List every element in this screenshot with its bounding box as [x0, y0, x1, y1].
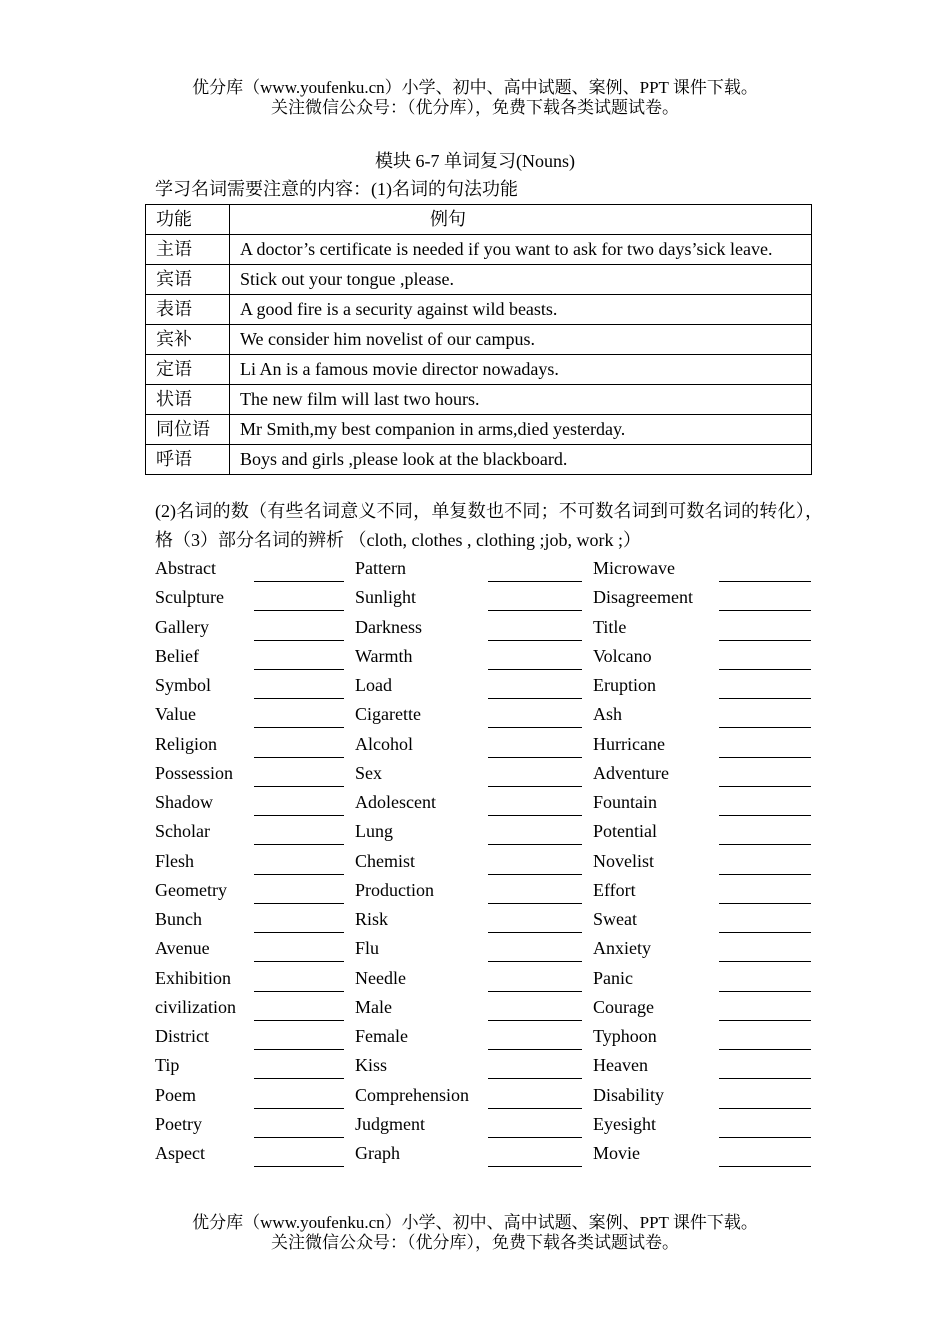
vocab-word: Volcano [593, 645, 652, 666]
vocab-word: Eyesight [593, 1113, 656, 1134]
word-row [0, 732, 950, 761]
header-example: 例句 [230, 205, 812, 235]
vocab-word: Avenue [155, 938, 210, 959]
vocab-word: Ash [593, 704, 623, 725]
function-cell: 主语 [146, 235, 230, 265]
vocab-word: Alcohol [355, 733, 413, 754]
answer-blank[interactable] [719, 1108, 811, 1109]
answer-blank[interactable] [719, 669, 811, 670]
answer-blank[interactable] [719, 1078, 811, 1079]
table-row [146, 235, 812, 265]
vocab-word: Title [593, 616, 627, 637]
vocab-word: Hurricane [593, 733, 665, 754]
answer-blank[interactable] [254, 1020, 344, 1021]
answer-blank[interactable] [254, 1049, 344, 1050]
answer-blank[interactable] [254, 991, 344, 992]
answer-blank[interactable] [719, 874, 811, 875]
vocab-word: Lung [355, 821, 393, 842]
answer-blank[interactable] [488, 640, 582, 641]
vocab-word: Fountain [593, 792, 658, 812]
answer-blank[interactable] [254, 932, 344, 933]
answer-blank[interactable] [254, 815, 344, 816]
example-cell: We consider him novelist of our campus. [230, 325, 812, 355]
answer-blank[interactable] [719, 698, 811, 699]
answer-blank[interactable] [254, 610, 344, 611]
header-line-2: 关注微信公众号：（优分库），免费下载各类试题试卷。 [271, 98, 679, 117]
word-row [0, 819, 950, 848]
answer-blank[interactable] [488, 1137, 582, 1138]
vocab-word: Judgment [355, 1113, 425, 1134]
vocab-word: Geometry [155, 879, 227, 900]
header-function: 功能 [146, 205, 230, 235]
answer-blank[interactable] [488, 932, 582, 933]
vocab-word: Load [355, 675, 392, 695]
vocab-word: Sunlight [355, 587, 417, 608]
answer-blank[interactable] [254, 581, 344, 582]
vocab-word: Poem [155, 1084, 197, 1105]
answer-blank[interactable] [488, 1166, 582, 1167]
answer-blank[interactable] [488, 991, 582, 992]
vocab-word: Risk [355, 909, 389, 929]
answer-blank[interactable] [488, 1049, 582, 1050]
vocab-word: Sculpture [155, 587, 224, 608]
word-row [0, 1053, 950, 1082]
answer-blank[interactable] [719, 815, 811, 816]
vocab-word: Cigarette [355, 704, 421, 725]
vocab-word: Adventure [593, 762, 669, 783]
answer-blank[interactable] [488, 698, 582, 699]
example-cell: A doctor’s certificate is needed if you want to ask for two days’sick leave. [230, 235, 812, 265]
example-cell: The new film will last two hours. [230, 385, 812, 415]
example-cell: Boys and girls ,please look at the blackboard. [230, 445, 812, 475]
vocab-word: Value [155, 704, 196, 725]
footer-line-2: 关注微信公众号：（优分库），免费下载各类试题试卷。 [271, 1233, 679, 1252]
word-row [0, 1141, 950, 1170]
table-row [146, 385, 812, 415]
vocab-word: Effort [593, 879, 636, 900]
answer-blank[interactable] [488, 581, 582, 582]
answer-blank[interactable] [719, 932, 811, 933]
answer-blank[interactable] [254, 727, 344, 728]
example-cell: Stick out your tongue ,please. [230, 265, 812, 295]
header-line-1: 优分库（www.youfenku.cn）小学、初中、高中试题、案例、PPT 课件下载。 [192, 78, 758, 97]
answer-blank[interactable] [254, 1166, 344, 1167]
answer-blank[interactable] [254, 1108, 344, 1109]
example-cell: Mr Smith,my best companion in arms,died yesterday. [230, 415, 812, 445]
vocab-word: Darkness [355, 616, 422, 637]
footer-line-1: 优分库（www.youfenku.cn）小学、初中、高中试题、案例、PPT 课件下载。 [192, 1213, 758, 1232]
vocab-word: Typhoon [593, 1026, 657, 1046]
table-row [146, 355, 812, 385]
word-row [0, 673, 950, 702]
vocab-word: Production [355, 879, 434, 900]
vocab-word: Courage [593, 996, 654, 1017]
answer-blank[interactable] [488, 1078, 582, 1079]
answer-blank[interactable] [488, 961, 582, 962]
answer-blank[interactable] [719, 903, 811, 904]
answer-blank[interactable] [719, 844, 811, 845]
answer-blank[interactable] [719, 640, 811, 641]
answer-blank[interactable] [254, 698, 344, 699]
word-row [0, 615, 950, 644]
syntax-function-table [145, 204, 812, 475]
answer-blank[interactable] [254, 874, 344, 875]
answer-blank[interactable] [254, 961, 344, 962]
vocab-word: Aspect [155, 1143, 205, 1163]
vocab-word: Microwave [593, 558, 675, 578]
answer-blank[interactable] [719, 786, 811, 787]
answer-blank[interactable] [254, 903, 344, 904]
function-cell: 表语 [146, 295, 230, 325]
vocab-word: Movie [593, 1143, 640, 1163]
function-cell: 状语 [146, 385, 230, 415]
vocab-word: Comprehension [355, 1084, 469, 1105]
answer-blank[interactable] [254, 786, 344, 787]
answer-blank[interactable] [719, 610, 811, 611]
table-row [146, 445, 812, 475]
answer-blank[interactable] [488, 786, 582, 787]
answer-blank[interactable] [254, 640, 344, 641]
answer-blank[interactable] [254, 844, 344, 845]
vocab-word: Novelist [593, 850, 654, 871]
vocab-word: Needle [355, 967, 406, 988]
vocab-word: Disagreement [593, 587, 693, 608]
function-cell: 同位语 [146, 415, 230, 445]
word-row [0, 585, 950, 614]
vocab-word: Kiss [355, 1055, 388, 1076]
answer-blank[interactable] [488, 669, 582, 670]
word-row [0, 849, 950, 878]
vocab-word: civilization [155, 996, 236, 1017]
word-row [0, 1024, 950, 1053]
vocab-word: Heaven [593, 1055, 648, 1076]
vocab-word: Chemist [355, 850, 416, 871]
answer-blank[interactable] [719, 961, 811, 962]
answer-blank[interactable] [719, 1166, 811, 1167]
vocab-word: Shadow [155, 792, 213, 812]
table-header-row [146, 205, 812, 235]
word-row [0, 966, 950, 995]
answer-blank[interactable] [488, 727, 582, 728]
answer-blank[interactable] [488, 815, 582, 816]
word-row [0, 1083, 950, 1112]
function-cell: 呼语 [146, 445, 230, 475]
word-row [0, 644, 950, 673]
answer-blank[interactable] [488, 903, 582, 904]
vocab-word: Male [355, 996, 392, 1017]
vocab-word: Warmth [355, 645, 413, 666]
vocab-word: Potential [593, 821, 657, 842]
answer-blank[interactable] [488, 844, 582, 845]
word-row [0, 936, 950, 965]
answer-blank[interactable] [254, 757, 344, 758]
example-cell: Li An is a famous movie director nowadays. [230, 355, 812, 385]
vocab-word: Flu [355, 938, 380, 959]
answer-blank[interactable] [719, 581, 811, 582]
vocab-word: Exhibition [155, 967, 231, 988]
vocab-word: Female [355, 1026, 408, 1046]
word-row [0, 878, 950, 907]
vocab-word: Disability [593, 1084, 664, 1105]
vocab-word: Adolescent [355, 792, 436, 812]
answer-blank[interactable] [719, 757, 811, 758]
vocab-word: Eruption [593, 675, 656, 695]
answer-blank[interactable] [719, 1137, 811, 1138]
vocab-word: Flesh [155, 850, 195, 871]
vocab-word: Possession [155, 762, 234, 783]
function-cell: 宾补 [146, 325, 230, 355]
vocab-word: Graph [355, 1143, 400, 1163]
vocab-word: District [155, 1026, 209, 1046]
vocab-word: Abstract [155, 558, 216, 578]
answer-blank[interactable] [719, 1020, 811, 1021]
vocab-word: Poetry [155, 1113, 202, 1134]
word-row [0, 995, 950, 1024]
vocab-word: Anxiety [593, 938, 651, 959]
vocab-word: Religion [155, 733, 217, 754]
word-row [0, 702, 950, 731]
table-row [146, 265, 812, 295]
word-row [0, 907, 950, 936]
noun-number-paragraph: (2)名词的数（有些名词意义不同，单复数也不同；不可数名词到可数名词的转化），格（3）部分名词的辨析 （cloth, clothes , clothing ;job, work ;） [155, 501, 823, 550]
answer-blank[interactable] [488, 610, 582, 611]
answer-blank[interactable] [488, 1020, 582, 1021]
vocab-word: Scholar [155, 821, 210, 842]
vocab-word: Belief [155, 645, 199, 666]
table-row [146, 325, 812, 355]
vocabulary-grid [0, 556, 950, 1170]
answer-blank[interactable] [719, 1049, 811, 1050]
word-row [0, 761, 950, 790]
answer-blank[interactable] [254, 669, 344, 670]
vocab-word: Gallery [155, 616, 209, 637]
answer-blank[interactable] [254, 1078, 344, 1079]
word-row [0, 1112, 950, 1141]
example-cell: A good fire is a security against wild beasts. [230, 295, 812, 325]
answer-blank[interactable] [719, 991, 811, 992]
vocab-word: Tip [155, 1055, 180, 1076]
vocab-word: Bunch [155, 909, 202, 929]
vocab-word: Pattern [355, 558, 406, 578]
answer-blank[interactable] [488, 757, 582, 758]
vocab-word: Symbol [155, 675, 212, 695]
function-cell: 定语 [146, 355, 230, 385]
word-row [0, 556, 950, 585]
answer-blank[interactable] [488, 1108, 582, 1109]
vocab-word: Sweat [593, 909, 637, 929]
table-row [146, 295, 812, 325]
word-row [0, 790, 950, 819]
answer-blank[interactable] [719, 727, 811, 728]
answer-blank[interactable] [488, 874, 582, 875]
answer-blank[interactable] [254, 1137, 344, 1138]
table-row [146, 415, 812, 445]
page-title: 模块 6-7 单词复习(Nouns) [375, 151, 575, 171]
function-cell: 宾语 [146, 265, 230, 295]
intro-text: 学习名词需要注意的内容：(1)名词的句法功能 [155, 179, 518, 199]
vocab-word: Sex [355, 762, 382, 783]
vocab-word: Panic [593, 967, 633, 988]
